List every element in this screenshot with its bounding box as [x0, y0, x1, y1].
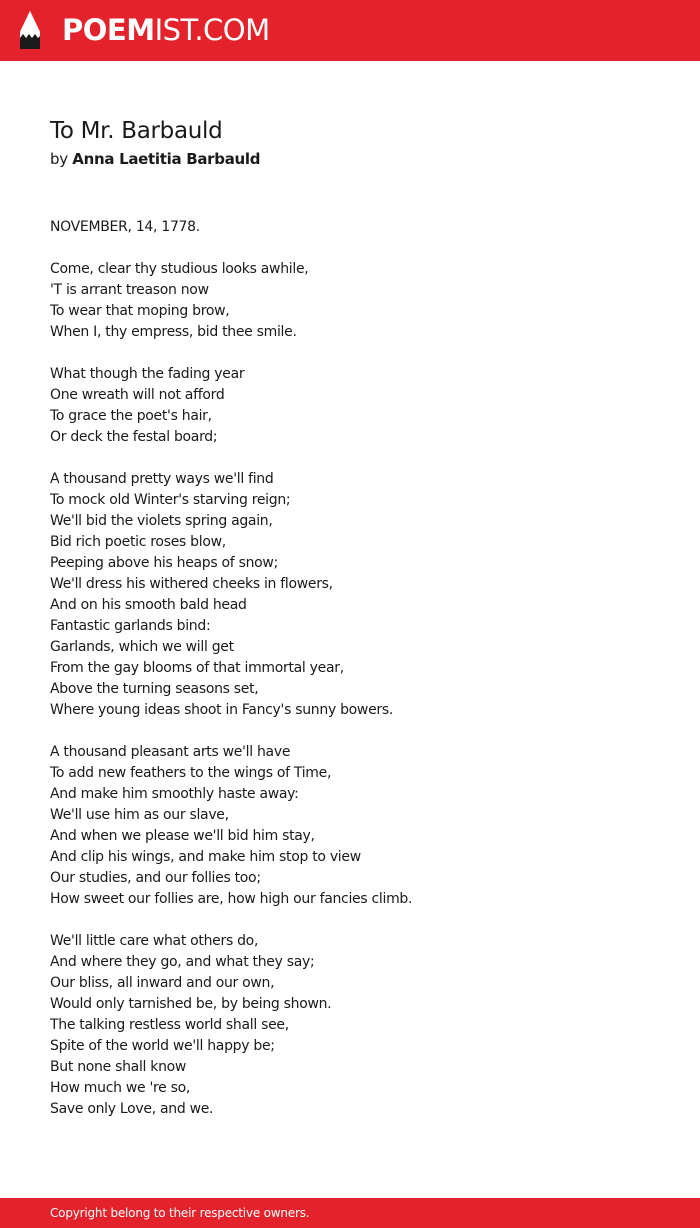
poem-line: To wear that moping brow,: [50, 303, 230, 319]
poem-stanza: [50, 469, 660, 721]
poem-line: Above the turning seasons set,: [50, 681, 259, 697]
poem-line: A thousand pleasant arts we'll have: [50, 744, 291, 760]
poem-line: How sweet our follies are, how high our fancies climb.: [50, 891, 413, 907]
logo-bold-text: POEM: [62, 13, 155, 47]
site-header: [0, 0, 700, 61]
poem-stanza: [50, 364, 660, 448]
poem-byline: [50, 147, 660, 171]
poem-line: And where they go, and what they say;: [50, 954, 315, 970]
poem-line: To mock old Winter's starving reign;: [50, 492, 291, 508]
poem-line: Spite of the world we'll happy be;: [50, 1038, 275, 1054]
poem-title: To Mr. Barbauld: [50, 118, 223, 144]
poem-line: Would only tarnished be, by being shown.: [50, 996, 332, 1012]
poem-line: To grace the poet's hair,: [50, 408, 212, 424]
poem-author: Anna Laetitia Barbauld: [72, 150, 261, 168]
poem-line: We'll little care what others do,: [50, 933, 259, 949]
poem-line: We'll bid the violets spring again,: [50, 513, 273, 529]
poem-line: Our studies, and our follies too;: [50, 870, 261, 886]
poem-line: And when we please we'll bid him stay,: [50, 828, 315, 844]
poem-stanza: [50, 931, 660, 1120]
poem-line: From the gay blooms of that immortal year,: [50, 660, 344, 676]
poem-line: We'll dress his withered cheeks in flowers,: [50, 576, 333, 592]
poem-line: Our bliss, all inward and our own,: [50, 975, 275, 991]
poem-line: Or deck the festal board;: [50, 429, 218, 445]
poem-line: One wreath will not afford: [50, 387, 225, 403]
poem-line: To add new feathers to the wings of Time,: [50, 765, 332, 781]
poem-line: Come, clear thy studious looks awhile,: [50, 261, 309, 277]
poem-line: Peeping above his heaps of snow;: [50, 555, 278, 571]
poem-line: Save only Love, and we.: [50, 1101, 214, 1117]
poem-line: We'll use him as our slave,: [50, 807, 229, 823]
poem-stanzas: [50, 259, 660, 1120]
poem-line: Garlands, which we will get: [50, 639, 234, 655]
site-footer: [0, 1198, 700, 1228]
copyright-text: Copyright belong to their respective owners.: [50, 1206, 310, 1220]
poem-line: The talking restless world shall see,: [50, 1017, 289, 1033]
poem-stanza: [50, 259, 660, 343]
poem-date: NOVEMBER, 14, 1778.: [50, 219, 200, 235]
poem-body: [50, 217, 660, 1120]
poem-content: [50, 115, 660, 1141]
poem-line: What though the fading year: [50, 366, 245, 382]
logo-light-text: IST.COM: [154, 13, 270, 47]
poem-stanza: [50, 742, 660, 910]
poem-line: Bid rich poetic roses blow,: [50, 534, 226, 550]
site-logo[interactable]: [62, 12, 270, 48]
poem-line: Fantastic garlands bind:: [50, 618, 211, 634]
pencil-icon[interactable]: [18, 10, 42, 50]
poem-line: And make him smoothly haste away:: [50, 786, 299, 802]
poem-line: How much we 're so,: [50, 1080, 191, 1096]
poem-line: And on his smooth bald head: [50, 597, 247, 613]
poem-line: 'T is arrant treason now: [50, 282, 209, 298]
poem-line: But none shall know: [50, 1059, 187, 1075]
poem-line: A thousand pretty ways we'll find: [50, 471, 274, 487]
poem-line: And clip his wings, and make him stop to view: [50, 849, 361, 865]
byline-prefix: by: [50, 150, 68, 168]
poem-line: When I, thy empress, bid thee smile.: [50, 324, 297, 340]
poem-line: Where young ideas shoot in Fancy's sunny bowers.: [50, 702, 393, 718]
